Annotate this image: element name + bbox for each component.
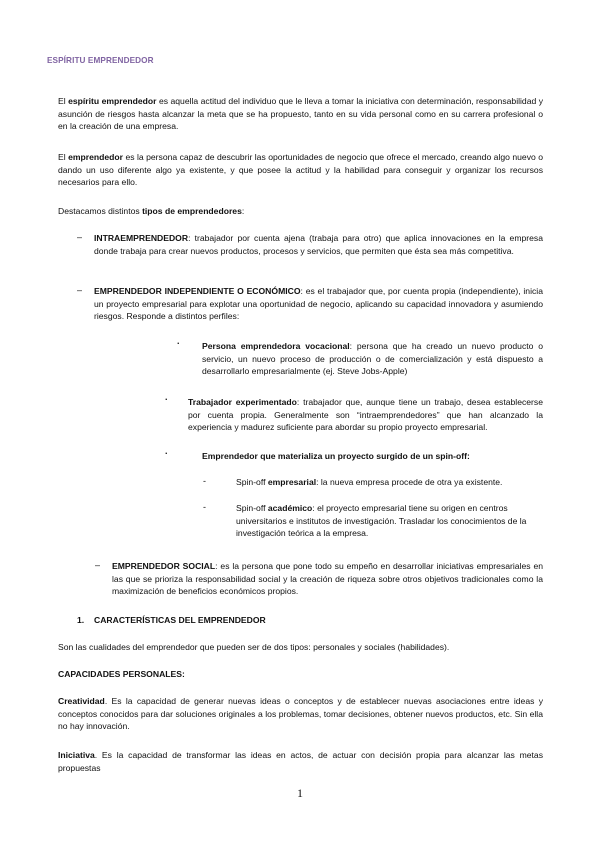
creativity-label: Creatividad: [58, 696, 105, 706]
capacities-heading: CAPACIDADES PERSONALES:: [58, 669, 185, 679]
section-text: Son las cualidades del emprendedor que pueden ser de dos tipos: personales y sociales (habilidades).: [58, 642, 450, 652]
spinoff-empresarial: [236, 476, 526, 489]
profile-text: : persona que ha creado un nuevo producto o servicio, un nuevo proceso de producción o de comercialización y está dispuesto a desarrollarlo empresarialmente (ej. Steve Jobs-Apple): [202, 341, 543, 377]
profile-spinoff: [202, 450, 543, 463]
spinoff-kind: académico: [267, 503, 313, 513]
spinoff-marker: -: [203, 502, 206, 512]
type-social: [112, 560, 543, 598]
types-intro-colon: :: [241, 206, 245, 216]
section-number: 1.: [77, 615, 85, 625]
page-number: 1: [297, 786, 303, 800]
types-intro-term: tipos de emprendedores: [142, 206, 242, 216]
profile-marker: .: [165, 392, 168, 402]
type-text: : es la persona que pone todo su empeño en desarrollar iniciativas empresariales en las que se prioriza la responsabilidad social y la creación de riqueza sobre otros objetivos tradicionales como la maximización de beneficios económicos propios.: [112, 561, 543, 597]
intro-paragraph-1: [58, 95, 543, 133]
spinoff-text: : el proyecto empresarial tiene su origen en centros universitarios e institutos de investigación. Trasladar los conocimientos de la investigación teórica a la empresa.: [236, 503, 527, 539]
profile-text: : trabajador que, aunque tiene un trabajo, desea establecerse por cuenta propia. Generalmente son “intraemprendedores” que han alcanzado la experiencia y madurez suficiente para abordar su propio proyecto empresarial.: [188, 397, 543, 433]
types-intro: [58, 205, 543, 218]
intro1-term: espíritu emprendedor: [68, 96, 157, 106]
creativity-paragraph: [58, 695, 543, 733]
spinoff-academico: [236, 502, 536, 540]
profile-vocacional: [202, 340, 543, 378]
profile-experimentado: [188, 396, 543, 434]
profile-label: Trabajador experimentado: [188, 397, 297, 407]
intro2-term: emprendedor: [68, 152, 124, 162]
profile-marker: .: [177, 336, 180, 346]
profile-label: Persona emprendedora vocacional: [202, 341, 350, 351]
type-intraemprendedor: [94, 232, 543, 257]
initiative-paragraph: [58, 749, 543, 774]
spinoff-prefix: Spin-off: [236, 477, 268, 487]
type-text: : trabajador por cuenta ajena (trabaja para otro) que aplica innovaciones en la empresa donde trabaja para crear nuevos productos, procesos y servicios, que permiten que ésta sea más competitiva.: [94, 233, 543, 256]
page-title: ESPÍRITU EMPRENDEDOR: [47, 56, 154, 65]
initiative-label: Iniciativa: [58, 750, 95, 760]
creativity-text: . Es la capacidad de generar nuevas ideas o conceptos y de establecer nuevas asociaciones entre ideas y conceptos conocidos para dar soluciones originales a los problemas, tomar decisiones, obtener nuevos productos, etc. Sin ella no hay innovación.: [58, 696, 543, 732]
types-intro-text: Destacamos distintos: [58, 206, 143, 216]
list-marker: –: [77, 285, 83, 295]
type-label: EMPRENDEDOR INDEPENDIENTE O ECONÓMICO: [94, 286, 301, 296]
section-title: CARACTERÍSTICAS DEL EMPRENDEDOR: [94, 615, 266, 625]
intro2-text-end: es la persona capaz de descubrir las oportunidades de negocio que ofrece el mercado, creando algo nuevo o dando un uso diferente algo ya existente, y que posee la actitud y la habilidad para conseguir y organizar los recursos necesarios para ello.: [58, 152, 544, 188]
type-label: INTRAEMPRENDEDOR: [94, 233, 189, 243]
type-independiente: [94, 285, 543, 323]
type-label: EMPRENDEDOR SOCIAL: [112, 561, 216, 571]
type-text: : es el trabajador que, por cuenta propia (independiente), inicia un proyecto empresarial para explotar una oportunidad de negocio, aplicando su capacidad innovadora y asumiendo riesgos. Responde a distintos perfiles:: [94, 286, 543, 322]
intro2-text-start: El: [58, 152, 69, 162]
spinoff-prefix: Spin-off: [236, 503, 268, 513]
list-marker: –: [95, 560, 101, 570]
profile-label: Emprendedor que materializa un proyecto surgido de un spin-off:: [202, 451, 470, 461]
intro1-text-end: es aquella actitud del individuo que le lleva a tomar la iniciativa con determinación, responsabilidad y asunción de riesgos hasta alcanzar la meta que se ha propuesto, tanto en su vida personal como en su carrera profesional o en la creación de una empresa.: [58, 96, 544, 132]
spinoff-kind: empresarial: [267, 477, 317, 487]
intro1-text-start: El: [58, 96, 69, 106]
intro-paragraph-2: [58, 151, 543, 189]
profile-marker: .: [165, 446, 168, 456]
list-marker: –: [77, 232, 83, 242]
initiative-text: . Es la capacidad de transformar las ideas en actos, de actuar con decisión propia para alcanzar las metas propuestas: [58, 750, 543, 773]
spinoff-text: : la nueva empresa procede de otra ya existente.: [316, 477, 503, 487]
spinoff-marker: -: [203, 476, 206, 486]
